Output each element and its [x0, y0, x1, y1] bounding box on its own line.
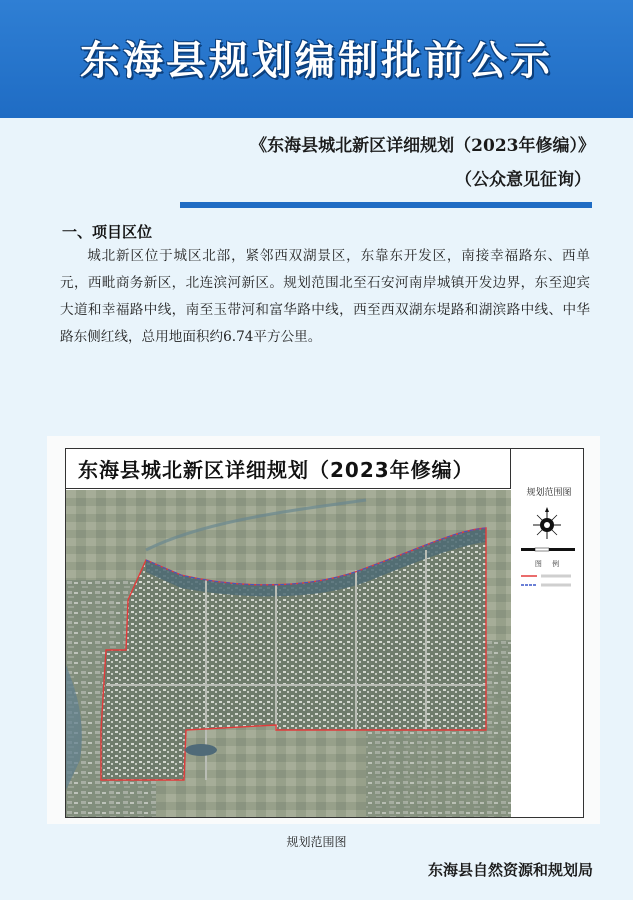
legend-road-swatch [519, 582, 577, 588]
satellite-map-image [66, 490, 511, 817]
banner-title: 东海县规划编制批前公示 [80, 37, 553, 84]
legend-title: 图 例 [534, 560, 564, 568]
figure-caption: 规划范围图 [286, 835, 347, 849]
section-heading: 一、项目区位 [62, 223, 153, 241]
map-frame [65, 448, 584, 818]
map-title-box [66, 449, 511, 489]
document-title: 《东海县城北新区详细规划（2023年修编）》 [250, 136, 595, 156]
document-subtitle: （公众意见征询） [455, 170, 591, 190]
map-side-panel [513, 449, 583, 817]
header-banner [0, 0, 633, 118]
map-title: 东海县城北新区详细规划（2023年修编） [78, 458, 474, 482]
section-body: 城北新区位于城区北部，紧邻西双湖景区，东靠东开发区，南接幸福路东、西单元，西毗商务新区，北连滨河新区。规划范围北至石安河南岸城镇开发边界，东至迎宾大道和幸福路中线，南至玉带河和富华路中线，西至西双湖东堤路和湖滨路中线、中华路东侧红线，总用地面积约6.74平方公里。 [60, 248, 590, 345]
issuing-authority: 东海县自然资源和规划局 [427, 861, 593, 879]
compass-rose-icon [531, 507, 563, 541]
satellite-map [66, 490, 511, 817]
scale-bar-icon [519, 546, 577, 556]
side-panel-label: 规划范围图 [526, 488, 572, 498]
legend-boundary-swatch [519, 573, 577, 579]
map-figure [47, 436, 600, 824]
accent-divider [180, 202, 592, 208]
